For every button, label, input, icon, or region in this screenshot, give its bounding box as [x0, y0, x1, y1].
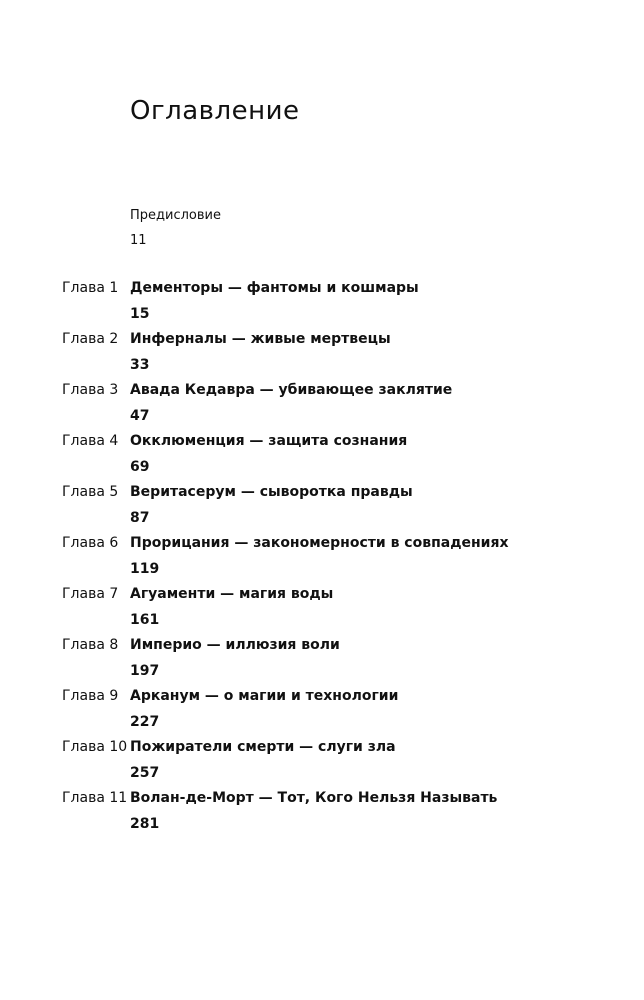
toc-entry	[0, 381, 644, 432]
toc-entry	[0, 279, 644, 330]
chapter-number: Глава 8	[62, 637, 119, 653]
chapter-page-number: 197	[130, 663, 160, 679]
toc-entry	[0, 585, 644, 636]
toc-entry	[0, 636, 644, 687]
page-title: Оглавление	[130, 96, 300, 126]
chapter-title: Дементоры — фантомы и кошмары	[130, 280, 419, 296]
chapter-title: Авада Кедавра — убивающее заклятие	[130, 382, 453, 398]
chapter-title: Прорицания — закономерности в совпадениях	[130, 535, 509, 551]
chapter-number: Глава 9	[62, 688, 119, 704]
toc-entry	[0, 687, 644, 738]
chapter-page-number: 257	[130, 765, 160, 781]
chapter-number: Глава 1	[62, 280, 119, 296]
chapter-title: Агуаменти — магия воды	[130, 586, 334, 602]
preface-page-number: 11	[130, 233, 147, 248]
chapter-page-number: 281	[130, 816, 160, 832]
chapter-number: Глава 2	[62, 331, 119, 347]
chapter-page-number: 15	[130, 306, 150, 322]
chapter-page-number: 33	[130, 357, 150, 373]
chapter-title: Волан-де-Морт — Тот, Кого Нельзя Называть	[130, 790, 498, 806]
table-of-contents	[0, 279, 644, 840]
chapter-number: Глава 11	[62, 790, 128, 806]
toc-entry	[0, 330, 644, 381]
chapter-page-number: 69	[130, 459, 150, 475]
preface-entry	[130, 208, 221, 249]
chapter-number: Глава 7	[62, 586, 119, 602]
chapter-title: Окклюменция — защита сознания	[130, 433, 408, 449]
toc-entry	[0, 789, 644, 840]
toc-entry	[0, 534, 644, 585]
toc-entry	[0, 483, 644, 534]
toc-entry	[0, 432, 644, 483]
chapter-number: Глава 5	[62, 484, 119, 500]
chapter-title: Империо — иллюзия воли	[130, 637, 340, 653]
chapter-title: Пожиратели смерти — слуги зла	[130, 739, 396, 755]
toc-entry	[0, 738, 644, 789]
preface-title: Предисловие	[130, 208, 221, 223]
chapter-title: Инферналы — живые мертвецы	[130, 331, 391, 347]
chapter-page-number: 47	[130, 408, 150, 424]
chapter-number: Глава 4	[62, 433, 119, 449]
chapter-page-number: 119	[130, 561, 160, 577]
chapter-title: Арканум — о магии и технологии	[130, 688, 399, 704]
chapter-number: Глава 3	[62, 382, 119, 398]
chapter-page-number: 227	[130, 714, 160, 730]
chapter-number: Глава 6	[62, 535, 119, 551]
chapter-page-number: 161	[130, 612, 160, 628]
chapter-number: Глава 10	[62, 739, 128, 755]
chapter-title: Веритасерум — сыворотка правды	[130, 484, 413, 500]
chapter-page-number: 87	[130, 510, 150, 526]
